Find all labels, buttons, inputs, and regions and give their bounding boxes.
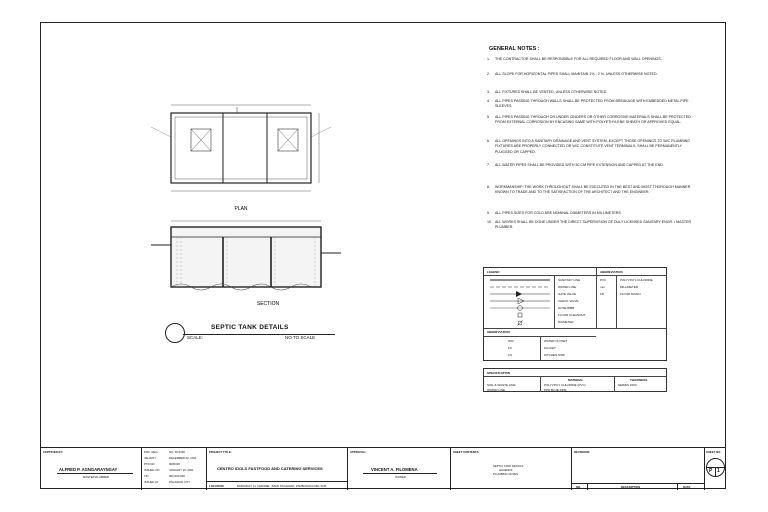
prc-key: ISSUED AT	[144, 480, 159, 484]
note-item: 10. ALL WORKS SHALL BE DONE UNDER THE DIRECT SUPERVISION OF DULY LICENSED SANITARY ENGR. / MASTER PLUMBER.	[487, 220, 692, 230]
rev-col: DATE	[683, 485, 691, 489]
location-label: LOCATION:	[209, 484, 225, 488]
abbr-code: FD	[600, 292, 604, 296]
spec-material: PPR BLUE PIPE	[544, 388, 567, 392]
note-item: 5. ALL PIPES PASSING THROUGH OR UNDER CINDERS OR OTHER CORROSIVE MATERIALS SHALL BE PROTECTED FROM EXTERNAL CORROSION BY ENCASING SAME WITH POLYETHYLENE SHEATH OR APPROVED EQUAL.	[487, 115, 691, 125]
prc-key: TIN	[144, 474, 149, 478]
abbr2-meaning: WATER CLOSET	[544, 339, 568, 343]
abbr2-meaning: FAUCET	[544, 346, 556, 350]
abbr-meaning: MILLIMETER	[620, 285, 639, 289]
note-item: 6. ALL OPENINGS INTO A SANITARY DRAINAGE AND VENT SYSTEM, EXCEPT THOSE OPENINGS TO W/C PLUMBING FIXTURES ARE PROPERLY CONNECTED OR W/C CONSTITUTE VENT TERMINALS, SHALL BE PERMANENTLY PLUGGED OR CAPPED.	[487, 139, 690, 154]
legend-heading: LEGEND	[487, 270, 500, 274]
abbr2-heading: ABBREVIATION	[487, 330, 510, 334]
sheet-contents-line: LEGENDS	[499, 468, 513, 472]
legend-row: CHECK VALVE	[558, 299, 579, 303]
drawing-title: SEPTIC TANK DETAILS	[211, 324, 289, 331]
owner-title: OWNER	[395, 475, 406, 479]
spec-item: SOIL & WASTE LINE	[487, 383, 516, 387]
title-block	[41, 447, 725, 490]
certifier-name: ALFRED P. AGNGARAYNGAY	[59, 467, 118, 472]
drawing-sheet	[40, 22, 726, 489]
abbr2-meaning: KITCHEN SINK	[544, 353, 566, 357]
sheet-no-circle	[706, 458, 725, 477]
septic-tank-drawing	[141, 97, 376, 307]
spec-col-thickness: THICKNESS	[630, 378, 648, 382]
spec-heading: SPECIFICATION	[487, 371, 510, 375]
sheet-contents-line: SEPTIC TANK DETAILS	[493, 464, 524, 468]
sheet-id: P	[709, 468, 713, 474]
legend-row: FLOOR CLEANOUT	[558, 313, 586, 317]
spec-thickness: SERIES 1000	[618, 383, 637, 387]
spec-material: POLYVINYL CHLORIDE (PVC)	[544, 383, 586, 387]
prc-val: JANUARY 20, 2021	[169, 468, 194, 472]
note-item: 8. WORKMANSHIP: THE WORK THROUGHOUT SHALL BE EXECUTED IN THE BEST AND MOST THOROUGH MANNER KNOWN TO TRADE AND TO THE SATISFACTION OF THE ARCHITECT AND THE ENGINEER.	[487, 185, 691, 195]
note-item: 2. ALL SLOPE FOR HORIZONTAL PIPES SHALL MAINTAIN 1% - 2 %, UNLESS OTHERWISE NOTED.	[487, 72, 658, 76]
project-label: PROJECT TITLE:	[209, 450, 232, 454]
spec-col-material: MATERIAL	[568, 378, 584, 382]
note-item: 1. THE CONTRACTOR SHALL BE RESPONSIBLE FOR ALL REQUIRED FLOOR AND WALL OPENINGS.	[487, 57, 662, 61]
prc-val: 0000000	[169, 462, 180, 466]
legend-row: GATE VALVE	[558, 292, 577, 296]
prc-val: NO. 00 0000	[169, 450, 185, 454]
abbr2-code: KS	[508, 353, 513, 357]
scale-value: NO TO SCALE	[285, 335, 316, 340]
section-label: SECTION	[256, 301, 280, 307]
abbr-code: mm	[600, 285, 605, 289]
legend-row: HOSE BIBB	[558, 306, 575, 310]
sheet-num: 1	[717, 468, 720, 474]
prc-key: PRC. REG.	[144, 450, 159, 454]
sheet-contents-label: SHEET CONTENTS:	[453, 450, 480, 454]
certified-label: CERTIFIED BY:	[43, 450, 64, 454]
legend-symbols	[488, 276, 552, 328]
revisions-label: REVISIONS:	[574, 450, 591, 454]
prc-val: PAGADIAN CITY	[169, 480, 191, 484]
project-title: CENTRO IDOLS FASTFOOD AND CATERING SERVICES	[217, 466, 323, 471]
abbr-meaning: POLYVINYL CHLORIDE	[620, 278, 653, 282]
abbr2-code: FC	[508, 346, 512, 350]
prc-val: 000-000-000	[169, 474, 185, 478]
certifier-title: MASTER PLUMBER	[83, 475, 109, 479]
prc-key: VALIDITY	[144, 456, 157, 460]
sheet-no-label: SHEET NO.	[706, 450, 722, 454]
note-item: 9. ALL PIPES SIZES FOR COLD ARE NOMINAL DIAMETERS IN MILLIMETERS.	[487, 211, 622, 215]
scale-label: SCALE:	[187, 335, 204, 340]
legend-row: SANITARY LINE	[558, 278, 581, 282]
rev-col: NO.	[576, 485, 581, 489]
prc-val: DECEMBER 02, 2021	[169, 456, 197, 460]
plan-label: PLAN	[234, 206, 248, 212]
prc-key: ISSUED ON	[144, 468, 160, 472]
approval-label: APPROVAL:	[350, 450, 367, 454]
owner-name: VINCENT A. FILOMENA	[371, 467, 418, 472]
abbr-code: PVC	[600, 278, 607, 282]
legend-table	[483, 267, 667, 361]
general-notes-heading: GENERAL NOTES :	[489, 46, 540, 52]
rev-col: DESCRIPTION	[621, 485, 641, 489]
note-item: 7. ALL WATER PIPES SHALL BE PROVIDED WITH 30 CM PIPE EXTENSION AND CAPPED AT THE END.	[487, 163, 664, 167]
abbr2-code: W/C	[508, 339, 514, 343]
legend-row: WATER LINE	[558, 285, 577, 289]
abbr-meaning: FLOOR DRAIN	[620, 292, 641, 296]
title-circle	[165, 323, 185, 343]
prc-key: PTR NO.	[144, 462, 156, 466]
note-item: 4. ALL PIPES PASSING THROUGH WALLS SHALL BE PROTECTED FROM BREAKAGE WITH EMBEDDED METAL PIPE SLEEVES.	[487, 99, 689, 109]
location-value: BARANGAY 11 CHANNEL, BANK PAGADIAN, ZAMBOANGA DEL SUR	[237, 484, 327, 488]
specification-table	[483, 368, 667, 392]
sheet-contents-line: PLUMBING NOTES	[493, 472, 519, 476]
legend-row: DIAMETER	[558, 320, 574, 324]
abbr-heading: ABBREVIATION	[600, 270, 623, 274]
spec-item: WATER LINE	[487, 388, 506, 392]
note-item: 3. ALL FIXTURES SHALL BE VENTED, UNLESS OTHERWISE NOTED.	[487, 90, 608, 94]
